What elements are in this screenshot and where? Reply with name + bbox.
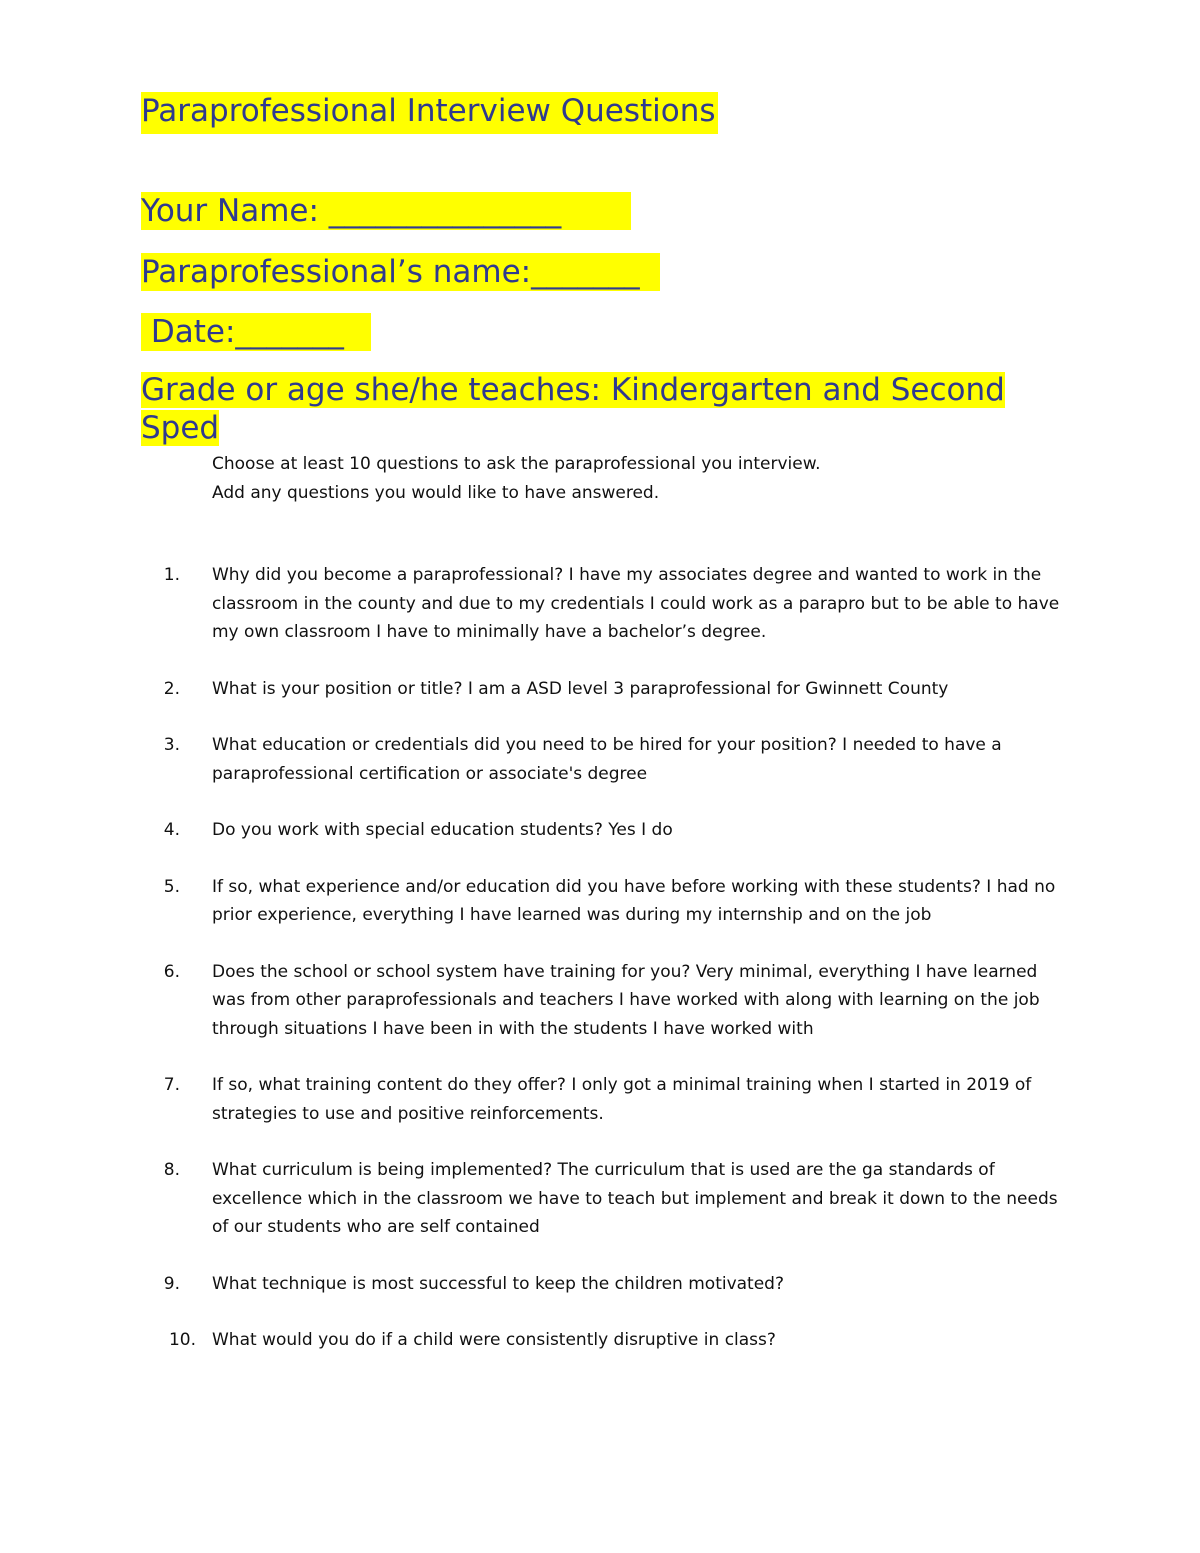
question-text: What would you do if a child were consistently disruptive in class? xyxy=(212,1330,776,1350)
page-title: Paraprofessional Interview Questions xyxy=(141,92,718,134)
grade-text: Grade or age she/he teaches: Kindergarten and Second Sped xyxy=(141,372,1005,446)
question-number: 7. xyxy=(163,1075,180,1095)
list-item xyxy=(140,1326,1060,1355)
question-text: What curriculum is being implemented? The curriculum that is used are the ga standards of excellence which in the classroom we have to teach but implement and break it down to the needs of our students who are self contained xyxy=(212,1160,1058,1237)
list-item xyxy=(140,1071,1060,1128)
question-number: 9. xyxy=(163,1273,180,1294)
question-text: If so, what training content do they offer? I only got a minimal training when I started in 2019 of strategies to use and positive reinforcements. xyxy=(212,1075,1032,1124)
question-number: 8. xyxy=(163,1160,180,1180)
question-number: 3. xyxy=(163,735,180,755)
list-item xyxy=(140,873,1060,930)
list-item xyxy=(140,731,1060,788)
question-number: 4. xyxy=(163,820,180,840)
question-number: 2. xyxy=(163,678,180,699)
list-item xyxy=(140,958,1060,1044)
date-field: Date:_______ xyxy=(141,313,371,351)
question-text: Why did you become a paraprofessional? I have my associates degree and wanted to work in the classroom in the county and due to my credentials I could work as a parapro but to be able to have my own classroom I have to minimally have a bachelor’s degree. xyxy=(212,565,1060,642)
instructions xyxy=(212,450,820,508)
grade-line xyxy=(141,371,1027,447)
list-item xyxy=(140,561,1060,647)
question-number: 1. xyxy=(163,565,180,585)
instruction-line-2: Add any questions you would like to have answered. xyxy=(212,483,660,503)
list-item xyxy=(140,816,1060,845)
question-number: 10. xyxy=(168,1330,196,1350)
paraprofessional-name-field: Paraprofessional’s name:_______ xyxy=(141,253,660,291)
question-text: If so, what experience and/or education did you have before working with these students? I had no prior experience, everything I have learned was during my internship and on the job xyxy=(212,876,1056,925)
question-list xyxy=(140,561,1060,1383)
your-name-field: Your Name: _______________ xyxy=(141,192,631,230)
question-text: What is your position or title? I am a ASD level 3 paraprofessional for Gwinnett County xyxy=(212,678,949,699)
instruction-line-1: Choose at least 10 questions to ask the paraprofessional you interview. xyxy=(212,454,821,474)
question-number: 5. xyxy=(163,876,180,897)
list-item xyxy=(140,675,1060,704)
question-text: Do you work with special education students? Yes I do xyxy=(212,820,673,840)
question-text: What technique is most successful to keep the children motivated? xyxy=(212,1273,784,1294)
question-number: 6. xyxy=(163,961,180,982)
list-item xyxy=(140,1270,1060,1299)
list-item xyxy=(140,1156,1060,1242)
question-text: Does the school or school system have training for you? Very minimal, everything I have learned was from other paraprofessionals and teachers I have worked with along with learning on the job through situations I have been in with the students I have worked with xyxy=(212,961,1040,1039)
question-text: What education or credentials did you need to be hired for your position? I needed to have a paraprofessional certification or associate's degree xyxy=(212,735,1002,784)
